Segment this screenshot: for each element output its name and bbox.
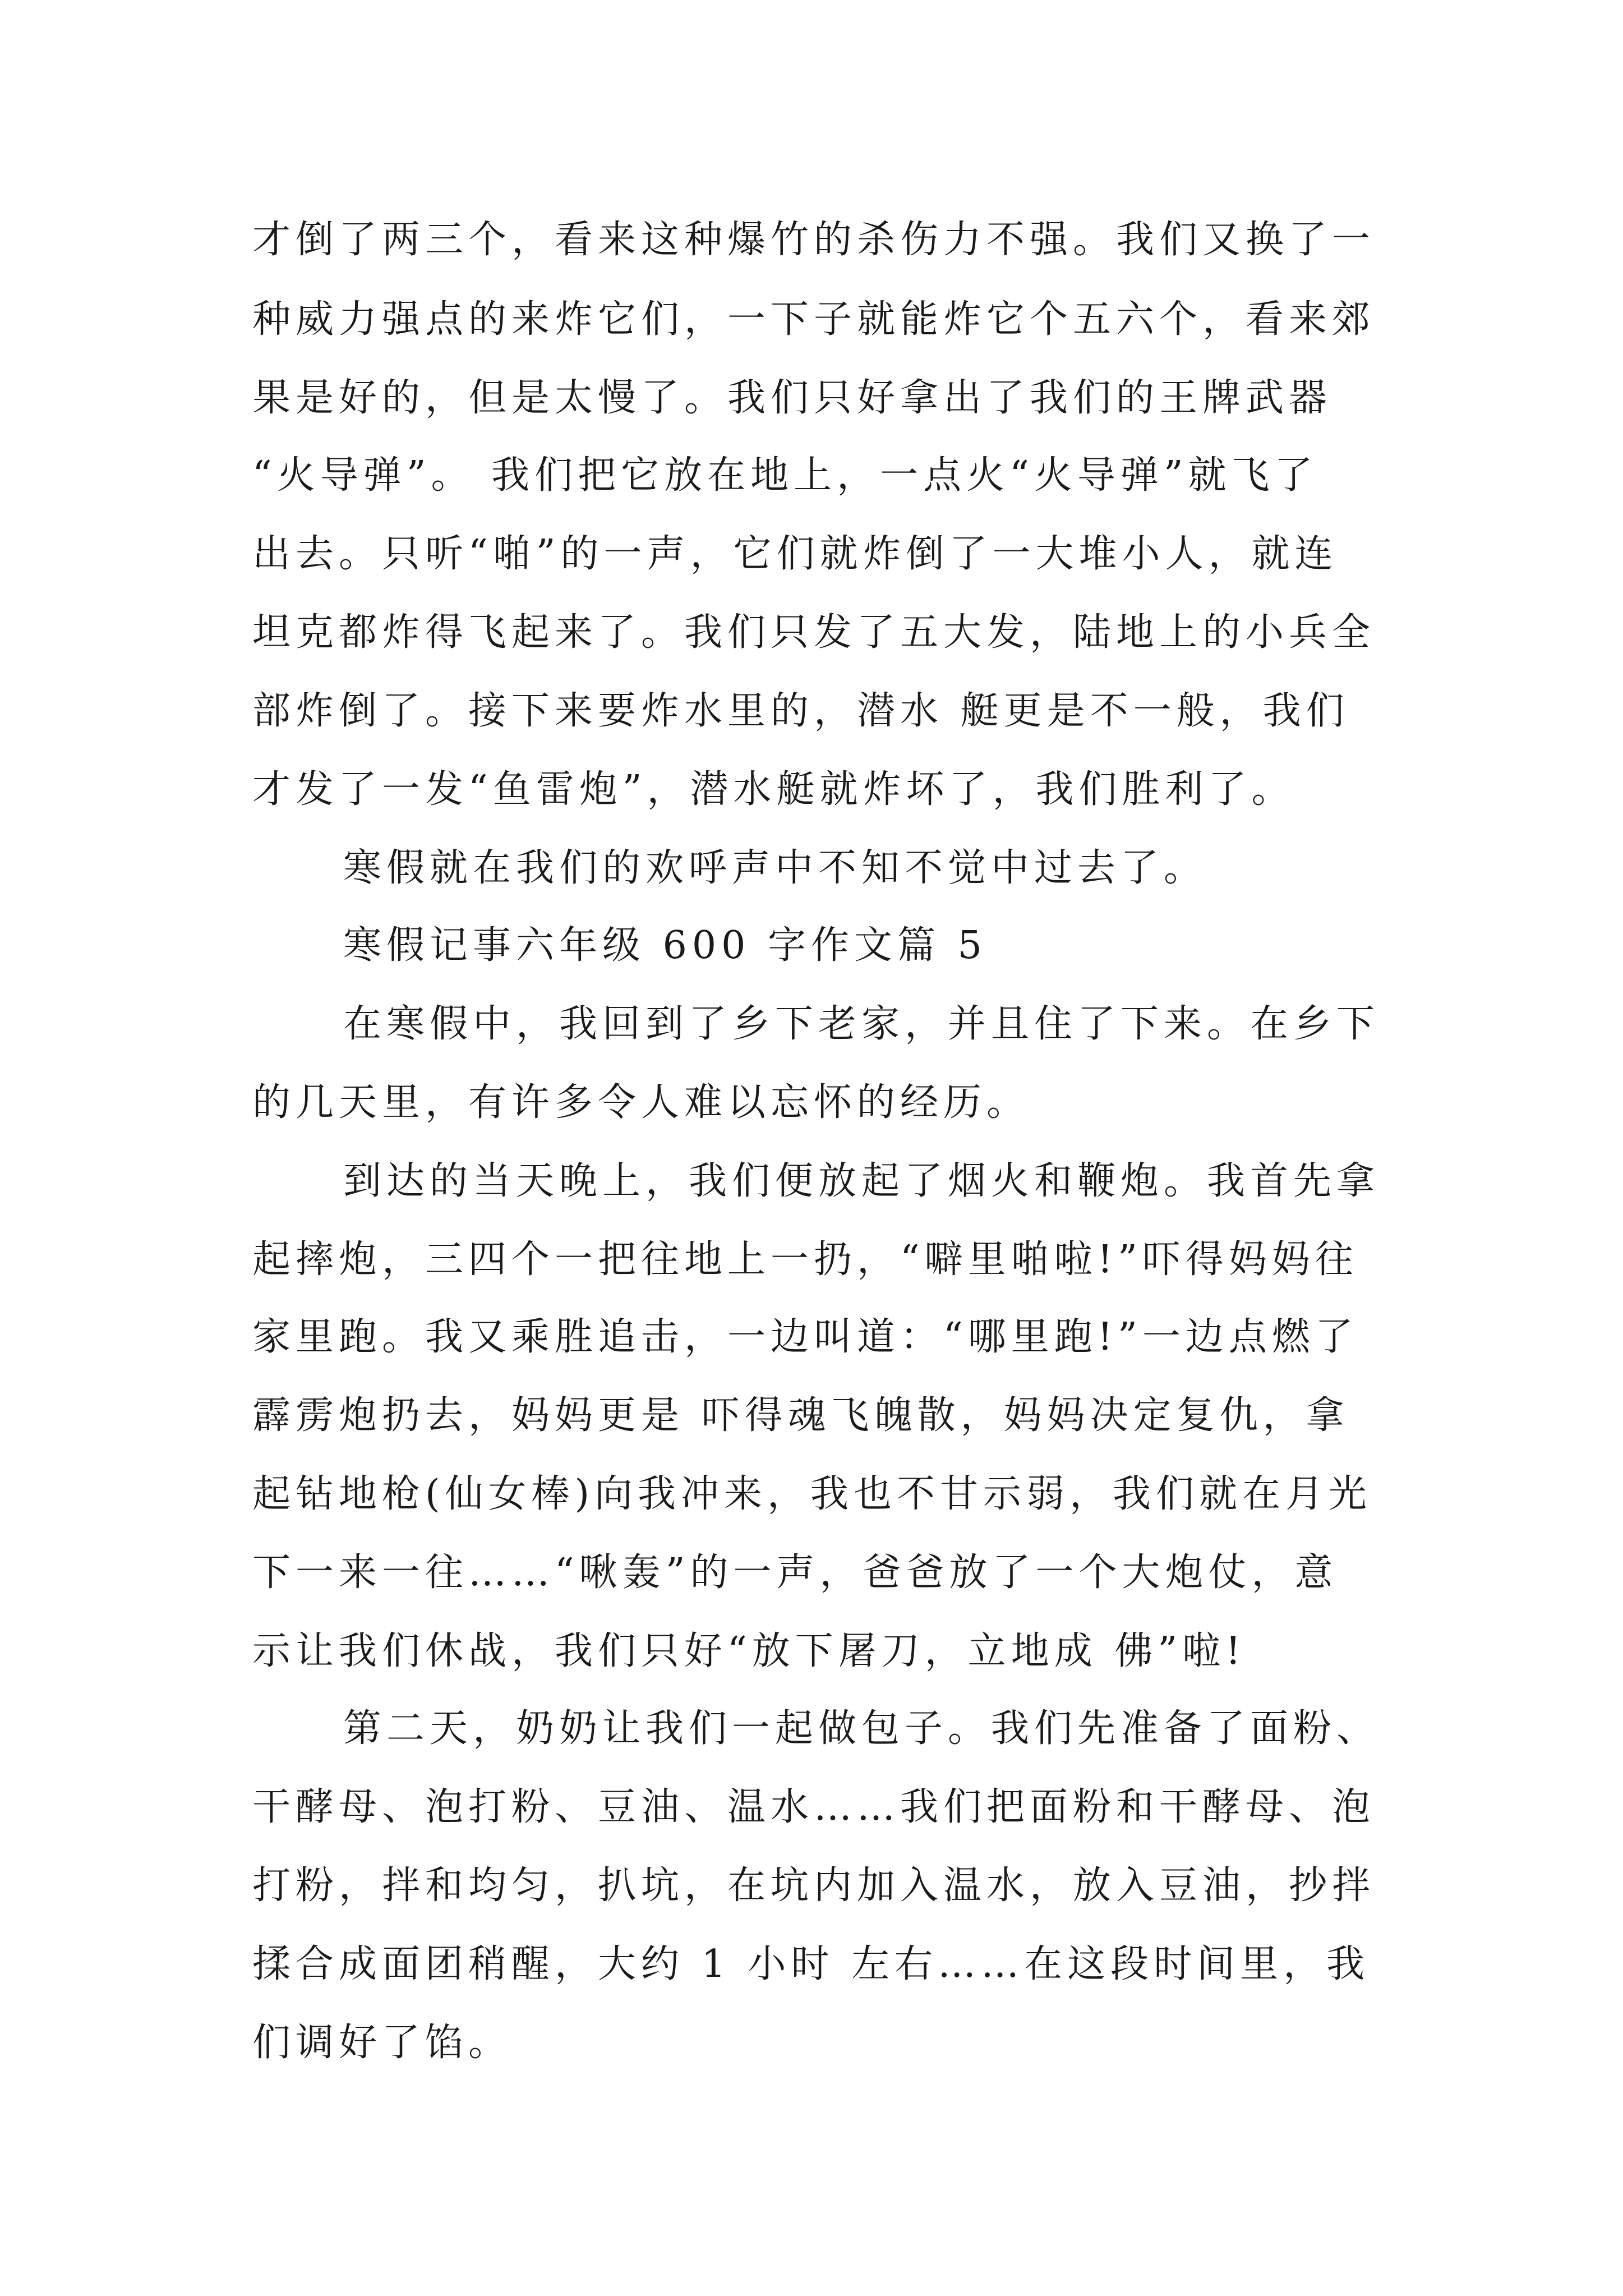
text-line: 示让我们休战，我们只好“放下屠刀，立地成 佛”啦! bbox=[252, 1629, 1246, 1673]
text-line: “火导弹”。 我们把它放在地上，一点火“火导弹”就飞了 bbox=[252, 453, 1318, 498]
text-line: 寒假就在我们的欢呼声中不知不觉中过去了。 bbox=[343, 846, 1207, 890]
text-line: 果是好的，但是太慢了。我们只好拿出了我们的王牌武器 bbox=[252, 376, 1332, 420]
section-heading: 寒假记事六年级 600 字作文篇 5 bbox=[343, 923, 987, 968]
text-line: 下一来一往……“啾轰”的一声，爸爸放了一个大炮仗，意 bbox=[252, 1550, 1338, 1595]
text-line: 到达的当天晚上，我们便放起了烟火和鞭炮。我首先拿 bbox=[343, 1159, 1380, 1203]
text-line: 打粉，拌和均匀，扒坑，在坑内加入温水，放入豆油，抄拌 bbox=[252, 1864, 1376, 1908]
text-line: 种威力强点的来炸它们，一下子就能炸它个五六个，看来郊 bbox=[252, 297, 1376, 342]
text-line: 揉合成面团稍醒，大约 1 小时 左右……在这段时间里，我 bbox=[252, 1942, 1370, 1986]
text-line: 才发了一发“鱼雷炮”，潜水艇就炸坏了，我们胜利了。 bbox=[252, 767, 1295, 812]
text-line: 部炸倒了。接下来要炸水里的，潜水 艇更是不一般，我们 bbox=[252, 689, 1349, 733]
text-line: 在寒假中，我回到了乡下老家，并且住了下来。在乡下 bbox=[343, 1002, 1380, 1046]
text-line: 起钻地枪(仙女棒)向我冲来，我也不甘示弱，我们就在月光 bbox=[252, 1472, 1372, 1516]
text-line: 坦克都炸得飞起来了。我们只发了五大发，陆地上的小兵全 bbox=[252, 610, 1376, 655]
text-line: 出去。只听“啪”的一声，它们就炸倒了一大堆小人，就连 bbox=[252, 532, 1338, 576]
text-line: 家里跑。我又乘胜追击，一边叫道：“哪里跑!”一边点燃了 bbox=[252, 1315, 1358, 1359]
text-line: 第二天，奶奶让我们一起做包子。我们先准备了面粉、 bbox=[343, 1706, 1380, 1751]
text-line: 们调好了馅。 bbox=[252, 2021, 512, 2065]
text-line: 干酵母、泡打粉、豆油、温水……我们把面粉和干酵母、泡 bbox=[252, 1785, 1376, 1829]
text-line: 才倒了两三个，看来这种爆竹的杀伤力不强。我们又换了一 bbox=[252, 218, 1376, 262]
text-line: 起摔炮，三四个一把往地上一扔，“噼里啪啦!”吓得妈妈往 bbox=[252, 1237, 1358, 1282]
text-line: 的几天里，有许多令人难以忘怀的经历。 bbox=[252, 1080, 1030, 1125]
text-line: 霹雳炮扔去，妈妈更是 吓得魂飞魄散，妈妈决定复仇，拿 bbox=[252, 1393, 1349, 1438]
